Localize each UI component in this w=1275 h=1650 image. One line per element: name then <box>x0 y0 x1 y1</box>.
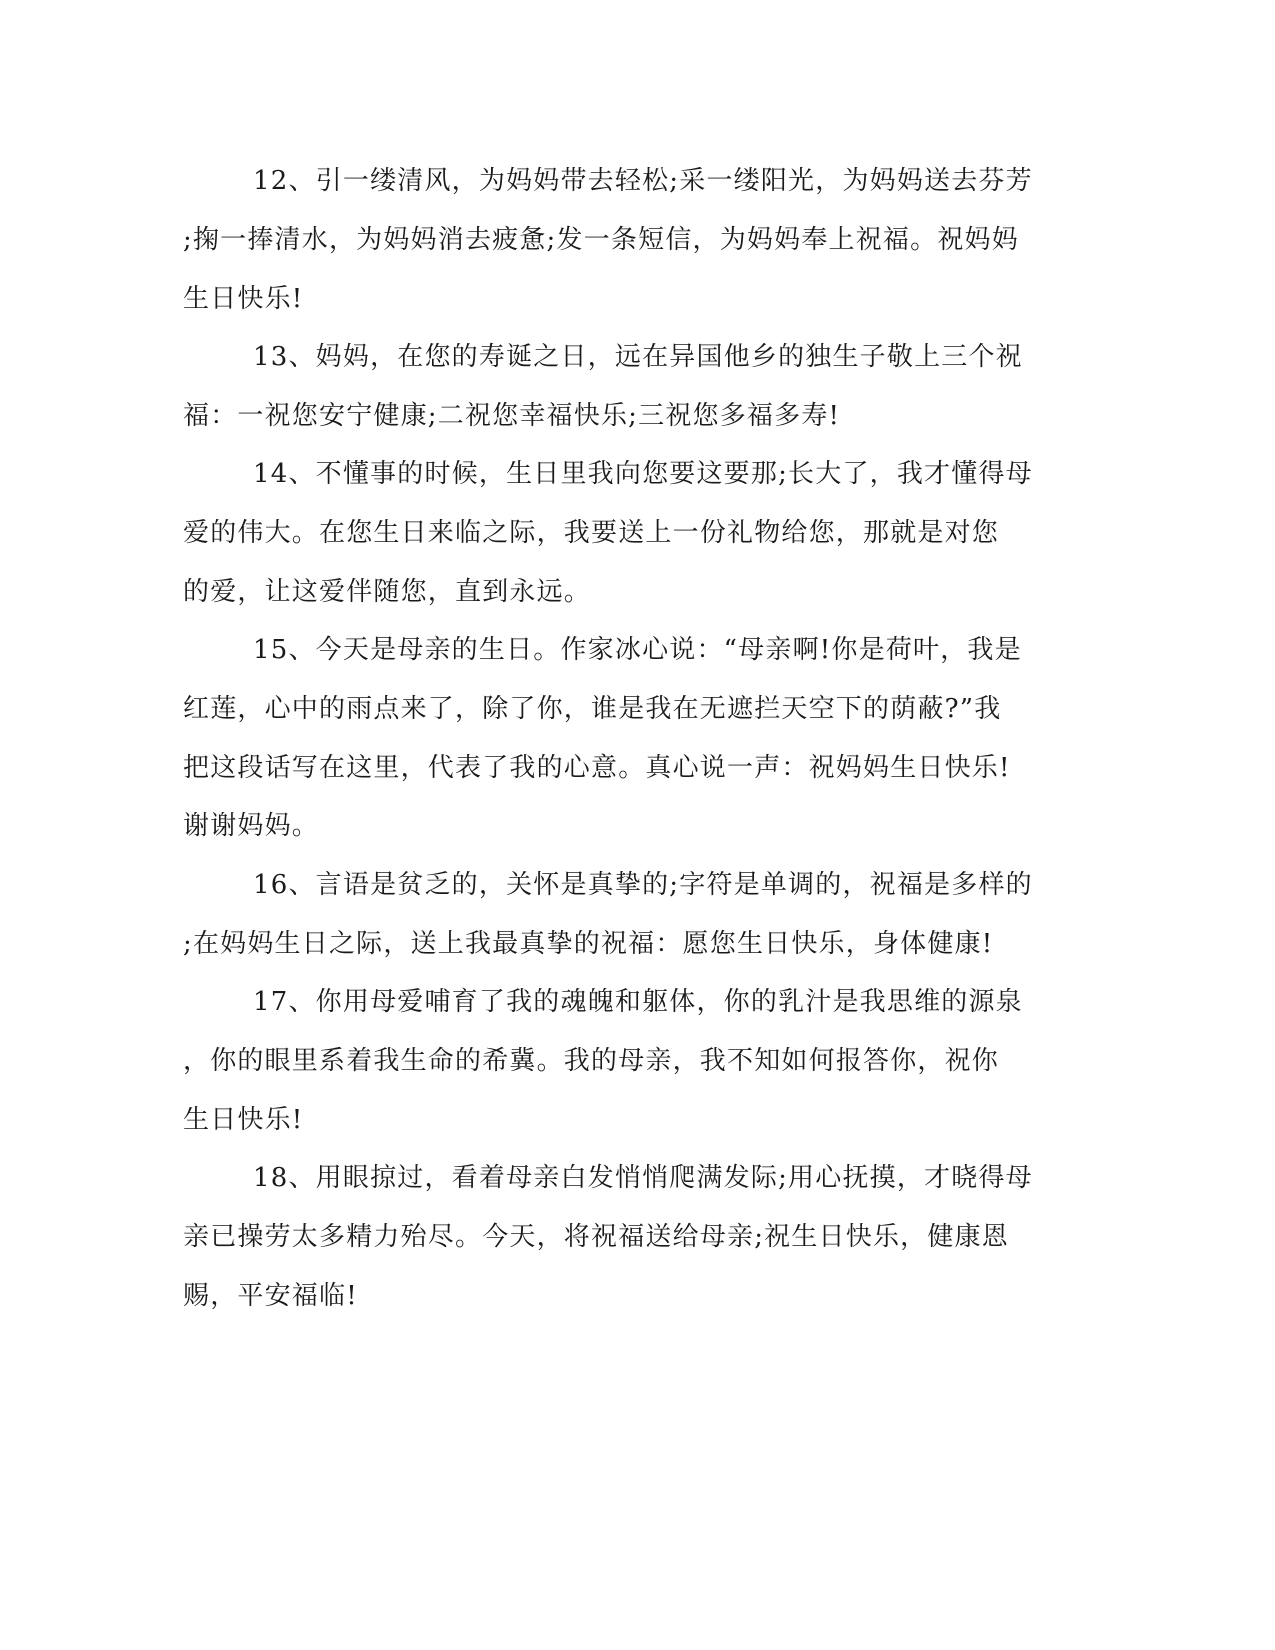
paragraph-12 <box>183 152 1043 328</box>
paragraph-14 <box>183 445 1043 621</box>
paragraph-16 <box>183 856 1043 973</box>
paragraph-line: ;掬一捧清水，为妈妈消去疲惫;发一条短信，为妈妈奉上祝福。祝妈妈 <box>183 224 1019 255</box>
paragraph-line: 谢谢妈妈。 <box>183 811 320 842</box>
paragraph-line: 16、言语是贫乏的，关怀是真挚的;字符是单调的，祝福是多样的 <box>253 870 1033 900</box>
document-body <box>183 152 1043 1325</box>
paragraph-line: 把这段话写在这里，代表了我的心意。真心说一声：祝妈妈生日快乐! <box>183 752 1011 783</box>
paragraph-18 <box>183 1149 1043 1325</box>
paragraph-line: 亲已操劳太多精力殆尽。今天，将祝福送给母亲;祝生日快乐，健康恩 <box>183 1221 1009 1252</box>
paragraph-line: 赐，平安福临! <box>183 1280 358 1311</box>
paragraph-line: 18、用眼掠过，看着母亲白发悄悄爬满发际;用心抚摸，才晓得母 <box>253 1163 1033 1193</box>
paragraph-line: 15、今天是母亲的生日。作家冰心说：“母亲啊!你是荷叶，我是 <box>253 635 1022 665</box>
paragraph-15 <box>183 621 1043 856</box>
paragraph-13 <box>183 328 1043 445</box>
paragraph-line: 红莲，心中的雨点来了，除了你，谁是我在无遮拦天空下的荫蔽?”我 <box>183 693 1002 724</box>
paragraph-17 <box>183 973 1043 1149</box>
paragraph-line: 生日快乐! <box>183 1104 304 1135</box>
paragraph-line: 13、妈妈，在您的寿诞之日，远在异国他乡的独生子敬上三个祝 <box>253 342 1023 372</box>
paragraph-line: 12、引一缕清风，为妈妈带去轻松;采一缕阳光，为妈妈送去芬芳 <box>253 166 1033 196</box>
paragraph-line: 14、不懂事的时候，生日里我向您要这要那;长大了，我才懂得母 <box>253 459 1033 489</box>
paragraph-line: 生日快乐! <box>183 283 304 314</box>
paragraph-line: ，你的眼里系着我生命的希冀。我的母亲，我不知如何报答你，祝你 <box>183 1045 1000 1076</box>
paragraph-line: ;在妈妈生日之际，送上我最真挚的祝福：愿您生日快乐，身体健康! <box>183 928 994 959</box>
paragraph-line: 的爱，让这爱伴随您，直到永远。 <box>183 576 592 607</box>
paragraph-line: 福：一祝您安宁健康;二祝您幸福快乐;三祝您多福多寿! <box>183 400 841 431</box>
paragraph-line: 17、你用母爱哺育了我的魂魄和躯体，你的乳汁是我思维的源泉 <box>253 987 1023 1017</box>
paragraph-line: 爱的伟大。在您生日来临之际，我要送上一份礼物给您，那就是对您 <box>183 517 1000 548</box>
